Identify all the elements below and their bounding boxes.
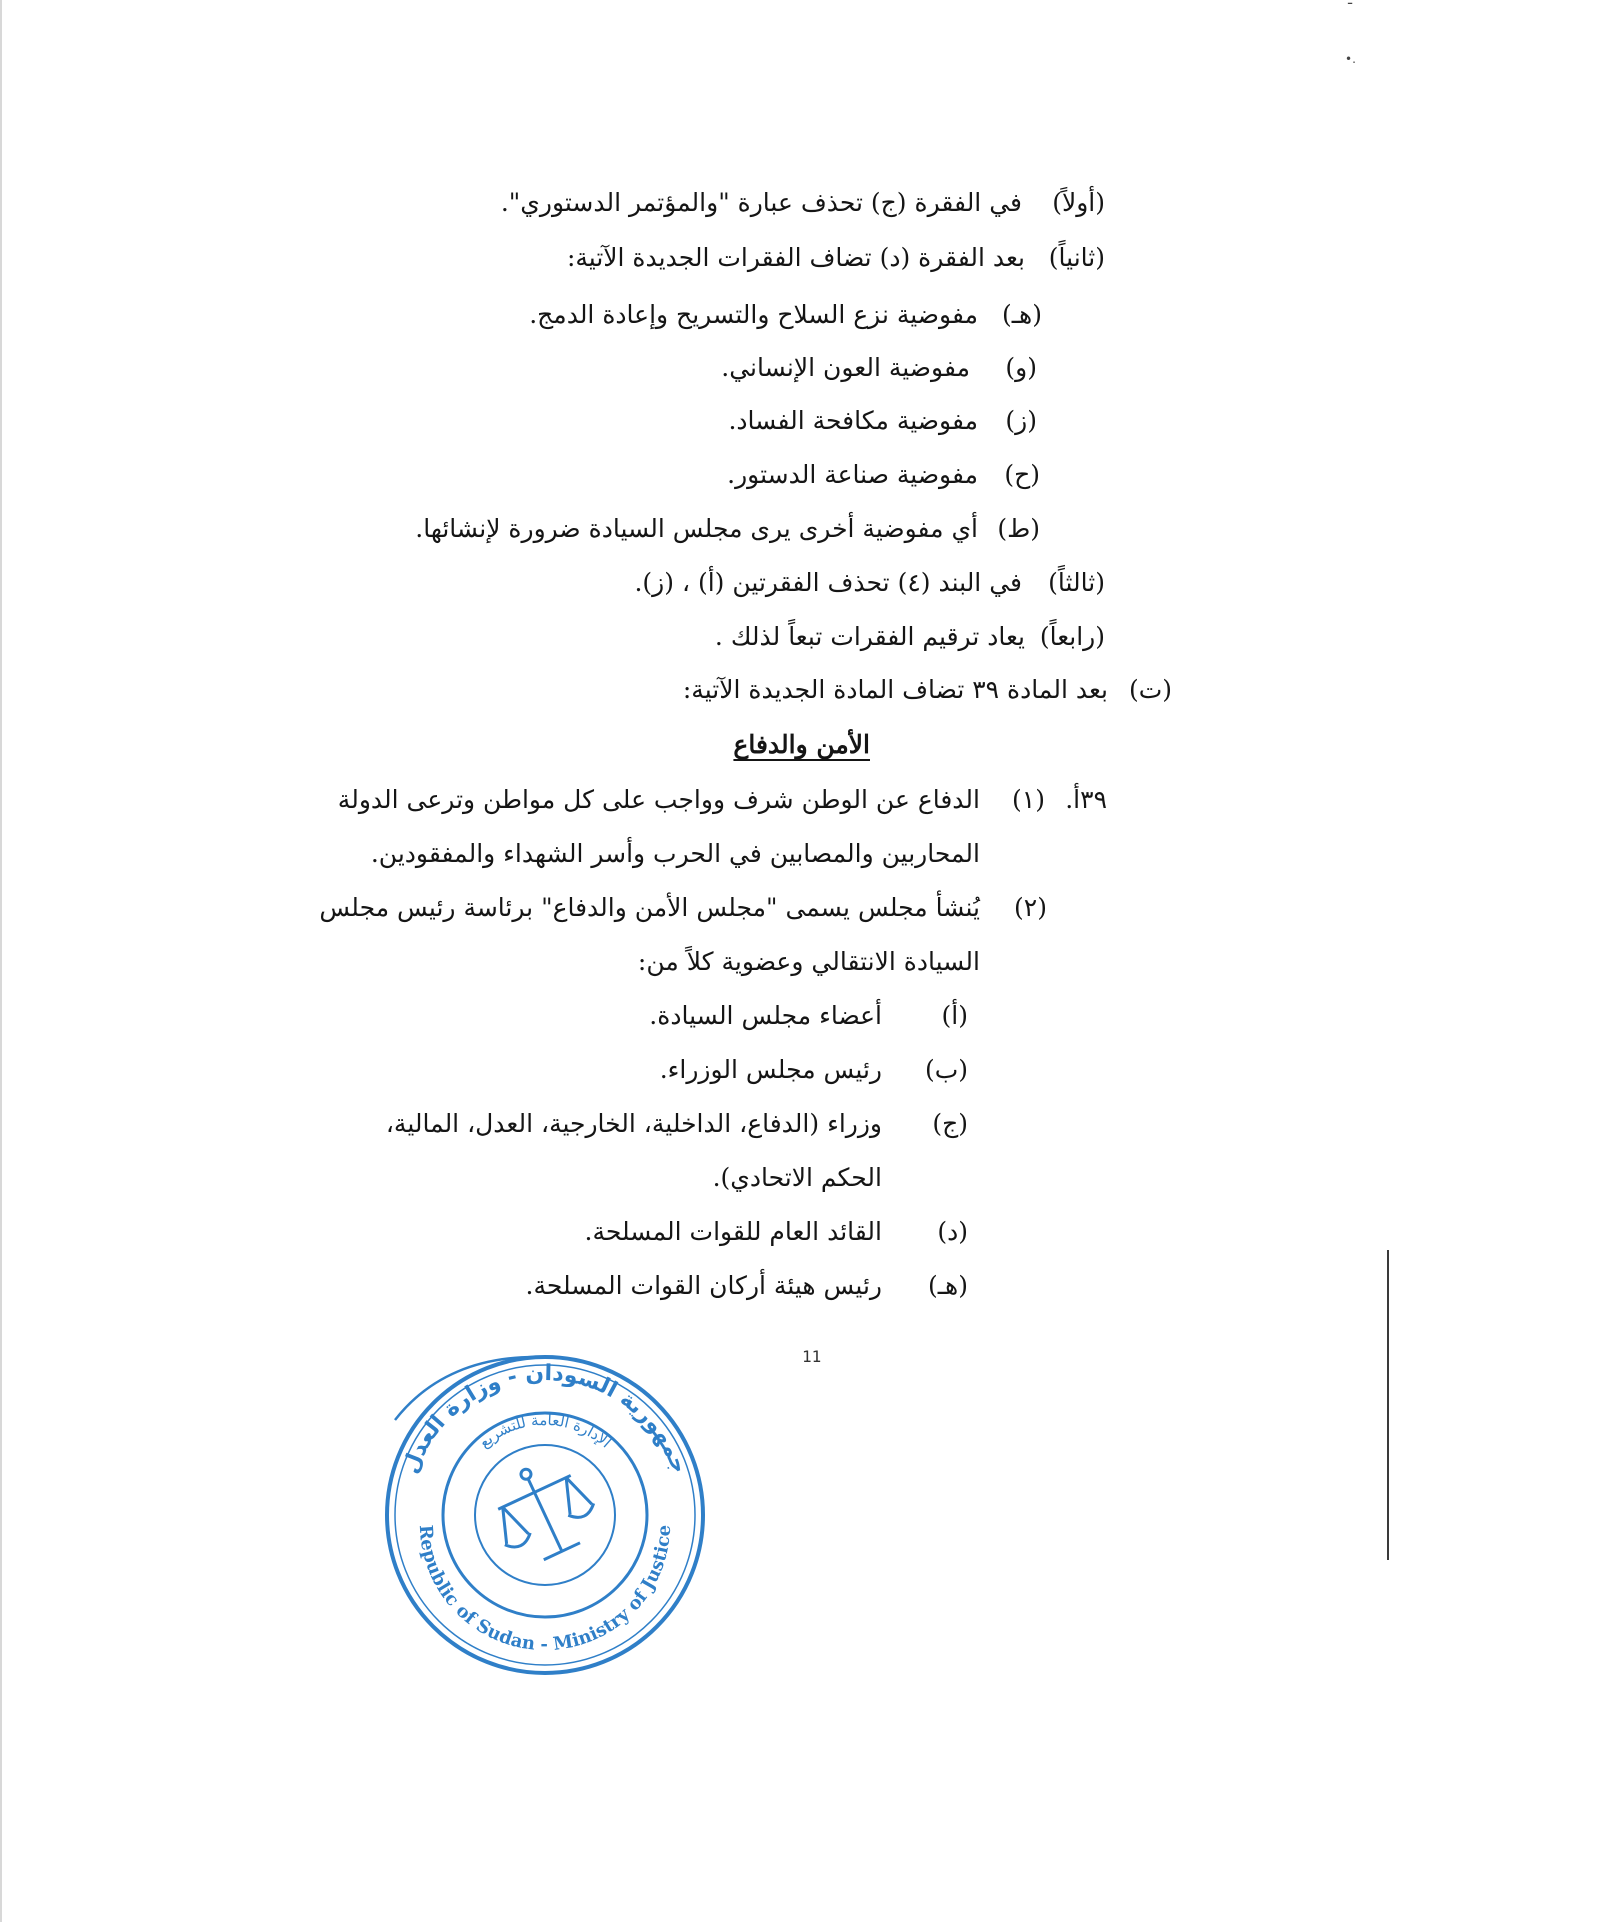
stamp-english-outer: Republic of Sudan - Ministry of Justice [414,1524,676,1656]
item-text: مفوضية صناعة الدستور. [727,460,978,489]
clause-1-label: (١) [1012,785,1045,814]
scan-edge-left [0,0,2,1922]
clause-2-line-2: السيادة الانتقالي وعضوية كلاً من: [637,947,980,976]
clause-2-line-1: يُنشأ مجلس يسمى "مجلس الأمن والدفاع" برئاسة رئيس مجلس [319,893,980,922]
amendment-first-text: في الفقرة (ج) تحذف عبارة "والمؤتمر الدستوري". [500,188,1022,217]
amendment-second-label: (ثانياً) [1048,243,1105,272]
member-text: رئيس مجلس الوزراء. [659,1055,882,1084]
top-mark: ـ [1348,0,1353,8]
section-t-text: بعد المادة ٣٩ تضاف المادة الجديدة الآتية: [682,675,1108,704]
ministry-stamp [380,1350,710,1680]
amendment-fourth-text: يعاد ترقيم الفقرات تبعاً لذلك . [714,622,1025,651]
member-label: (ج) [932,1109,968,1138]
svg-text:Republic of Sudan - Ministry o [415,1524,675,1655]
member-text: أعضاء مجلس السيادة. [649,1001,882,1030]
amendment-third-label: (ثالثاً) [1048,568,1105,597]
stamp-arabic-outer: جمهورية السودان - وزارة العدل [398,1360,692,1477]
item-label: (ح) [1004,460,1040,489]
member-text: رئيس هيئة أركان القوات المسلحة. [525,1271,882,1300]
corner-mark: •. [1345,52,1356,66]
amendment-second-text: بعد الفقرة (د) تضاف الفقرات الجديدة الآتية: [566,243,1025,272]
item-label: (و) [1005,353,1037,382]
item-label: (ط) [997,514,1040,543]
amendment-third-text: في البند (٤) تحذف الفقرتين (أ) ، (ز). [634,568,1022,597]
item-text: أي مفوضية أخرى يرى مجلس السيادة ضرورة لإنشائها. [415,514,978,543]
member-text-continued: الحكم الاتحادي). [712,1163,882,1192]
member-text: وزراء (الدفاع، الداخلية، الخارجية، العدل، المالية، [385,1109,882,1138]
scan-edge-right [1387,1250,1389,1560]
member-label: (هـ) [927,1271,968,1300]
item-text: مفوضية مكافحة الفساد. [728,406,978,435]
page-number: 11 [802,1347,822,1366]
clause-1-line-1: الدفاع عن الوطن شرف وواجب على كل مواطن وترعى الدولة [337,785,980,814]
member-text: القائد العام للقوات المسلحة. [584,1217,882,1246]
article-number: ٣٩أ. [1065,785,1107,814]
amendment-first-label: (أولاً) [1052,188,1105,217]
member-label: (د) [937,1217,968,1246]
member-label: (ب) [924,1055,968,1084]
scales-icon [479,1449,606,1572]
clause-2-label: (٢) [1014,893,1047,922]
item-text: مفوضية العون الإنساني. [721,353,970,382]
section-heading: الأمن والدفاع [733,730,870,759]
stamp-arabic-inner: الإدارة العامة للتشريع [475,1410,615,1452]
item-label: (ز) [1005,406,1037,435]
section-t-label: (ت) [1128,675,1172,704]
item-text: مفوضية نزع السلاح والتسريح وإعادة الدمج. [529,300,978,329]
amendment-fourth-label: (رابعاً) [1039,622,1105,651]
item-label: (هـ) [1001,300,1042,329]
member-label: (أ) [941,1001,968,1030]
clause-1-line-2: المحاربين والمصابين في الحرب وأسر الشهداء والمفقودين. [370,839,980,868]
